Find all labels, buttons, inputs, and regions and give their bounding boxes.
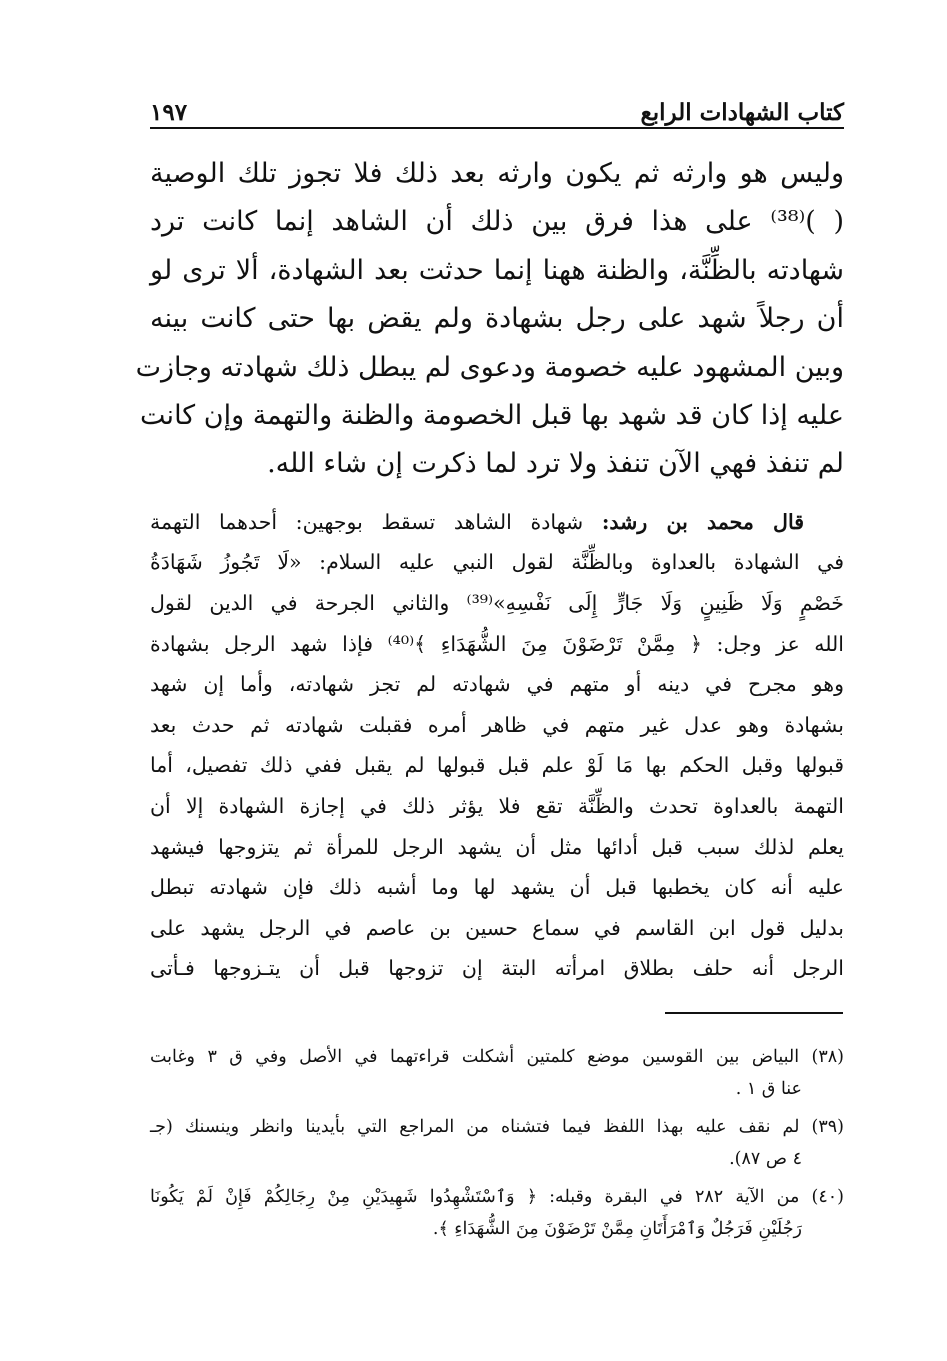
text-run: شهادة الشاهد تسقط بوجهين: أحدهما التهمة xyxy=(150,509,602,534)
text-line: يعلم لذلك سبب قبل أدائها مثل أن يشهد الرجل للمرأة ثم يتزوجها فيشهد xyxy=(150,834,844,859)
text-line: الله عز وجل: ﴿ مِمَّنْ تَرْضَوْنَ مِنَ الشُّهَدَاءِ ﴾⁽⁴⁰⁾ فإذا شهد الرجل بشهادة xyxy=(150,631,844,656)
text-line: أن رجلاً شهد على رجل بشهادة ولم يقض بها حتى كانت بينه xyxy=(150,303,844,335)
text-line: عليه أنه كان يخطبها قبل أن يشهد لها وما أشبه ذلك فإن شهادته تبطل xyxy=(150,875,844,900)
footnote-38 xyxy=(150,1041,844,1105)
commentator-name: قال محمد بن رشد: xyxy=(601,509,804,534)
text-line: ( )⁽³⁸⁾ على هذا فرق بين ذلك أن الشاهد إنما كانت ترد xyxy=(150,206,844,238)
text-line: قبولها وقبل الحكم بها مَا لَوْ علم قبل قبولها لم يقبل ففي ذلك تفصيل، أما xyxy=(150,753,844,778)
text-line: في الشهادة بالعداوة وبالظِّنَّة لقول النبي عليه السلام: «لَا تَجُوزُ شَهَادَةُ xyxy=(150,550,844,575)
header-rule xyxy=(150,127,844,129)
main-text xyxy=(135,150,844,989)
footnote-39 xyxy=(150,1111,844,1175)
footnote-line: ٤ ص ٨٧). xyxy=(729,1149,802,1169)
footnote-40 xyxy=(150,1181,844,1245)
text-line: بدليل قول ابن القاسم في سماع حسين بن عاصم في الرجل يشهد على xyxy=(150,915,844,940)
text-line: عليه إذا كان قد شهد بها قبل الخصومة والظنة والتهمة وإن كانت xyxy=(140,400,844,432)
text-line: خَصْمٍ وَلَا ظَنِينٍ وَلَا جَارٍّ إِلَى نَفْسِهِ»⁽³⁹⁾ والثاني الجرحة في الدين لقول xyxy=(150,591,844,616)
text-line: وبين المشهود عليه خصومة ودعوى لم يبطل ذلك شهادته وجازت xyxy=(135,351,844,383)
text-line: شهادته بالظِّنَّة، والظنة ههنا إنما حدثت بعد الشهادة، ألا ترى لو xyxy=(150,254,844,286)
footnote-line: عنا ق ١ . xyxy=(735,1079,802,1099)
text-line: وليس هو وارثه ثم يكون وارثه بعد ذلك فلا تجوز تلك الوصية xyxy=(150,158,844,189)
footnote-line: (٣٩) لم نقف عليه بهذا اللفظ فيما فتشناه من المراجع التي بأيدينا وانظر وينسنك (جـ xyxy=(150,1117,844,1137)
header-title: كتاب الشهادات الرابع xyxy=(640,99,844,126)
footnote-separator xyxy=(665,1012,843,1014)
footnote-line: (٣٨) البياض بين القوسين موضع كلمتين أشكلت قراءتهما في الأصل وفي ق ٣ وغابت xyxy=(150,1047,844,1067)
text-line: الرجل أنه حلف بطلاق امرأته البتة إن تزوجها قبل أن يتـزوجها فـأتى xyxy=(150,956,844,981)
text-line: لم تنفذ فهي الآن تنفذ ولا ترد لما ذكرت إن شاء الله. xyxy=(267,448,844,480)
text-line: التهمة بالعداوة تحدث والظِّنَّة تقع فلا يؤثر ذلك في إجازة الشهادة إلا أن xyxy=(150,794,844,818)
footnote-line: (٤٠) من الآية ٢٨٢ في البقرة وقبله: ﴿ وَٱسْتَشْهِدُوا شَهِيدَيْنِ مِنْ رِجَالِكُمْ فَإِنْ لَمْ يَكُونَا xyxy=(150,1187,844,1207)
footnotes xyxy=(150,1041,844,1251)
footnote-line: رَجُلَيْنِ فَرَجُلٌ وَٱمْرَأَتَانِ مِمَّنْ تَرْضَوْنَ مِنَ الشُّهَدَاءِ ﴾. xyxy=(432,1219,802,1239)
running-header xyxy=(150,86,844,126)
text-line: وهو مجرح في دينه أو متهم في شهادته لم تجز شهادته، وأما إن شهد xyxy=(150,672,844,697)
text-line xyxy=(150,502,844,543)
text-line: بشهادة وهو عدل غير متهم في ظاهر أمره فقبلت شهادته ثم حدث بعد xyxy=(150,712,844,737)
paragraph-2 xyxy=(150,502,844,989)
paragraph-1 xyxy=(135,150,844,489)
page-number: ١٩٧ xyxy=(150,99,188,126)
